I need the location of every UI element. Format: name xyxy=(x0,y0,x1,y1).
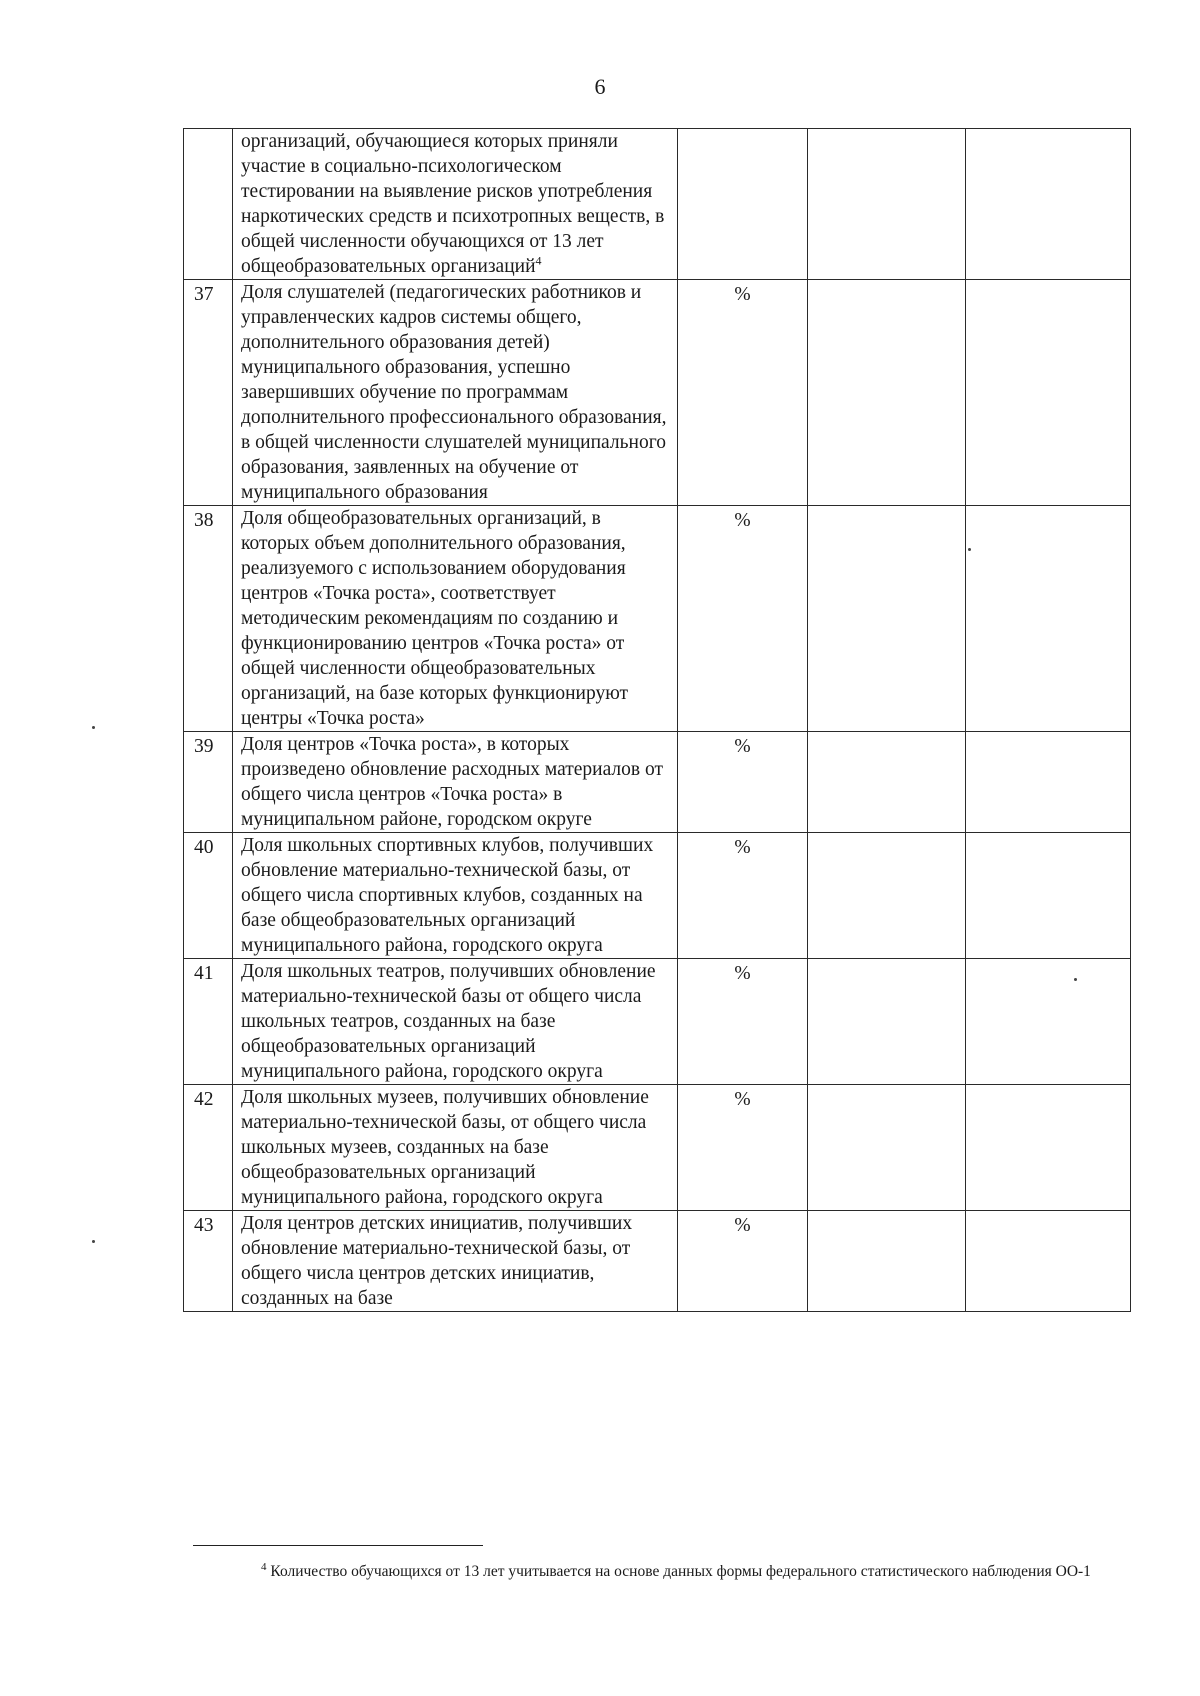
table-row xyxy=(184,280,1131,506)
value-cell xyxy=(808,129,966,280)
indicator-name xyxy=(233,959,678,1085)
row-number: 43 xyxy=(184,1211,233,1312)
scan-speck xyxy=(92,726,95,729)
table-row xyxy=(184,1085,1131,1211)
indicator-name-text: Доля слушателей (педагогических работников и управленческих кадров системы общего, дополнительного образования детей) муниципального образования, успешно завершивших обучение по программам дополнительного профессионального образования, в общей численности слушателей муниципального образования, заявленных на обучение от муниципального образования xyxy=(241,282,667,503)
table-row xyxy=(184,506,1131,732)
value-cell xyxy=(808,959,966,1085)
value-cell xyxy=(808,1211,966,1312)
table-row xyxy=(184,833,1131,959)
indicator-name xyxy=(233,1211,678,1312)
value-cell xyxy=(808,506,966,732)
value-cell xyxy=(808,280,966,506)
unit-cell: % xyxy=(678,959,808,1085)
value-cell xyxy=(966,959,1131,1085)
indicator-name xyxy=(233,833,678,959)
indicator-name-text: Доля центров «Точка роста», в которых произведено обновление расходных материалов от общего числа центров «Точка роста» в муниципальном районе, городском округе xyxy=(241,734,664,830)
row-number: 37 xyxy=(184,280,233,506)
unit-cell: % xyxy=(678,732,808,833)
footnote-marker: 4 xyxy=(261,1561,267,1573)
indicator-name-text: Доля центров детских инициатив, получивших обновление материально-технической базы, от общего числа центров детских инициатив, созданных на базе xyxy=(241,1213,633,1309)
row-number xyxy=(184,129,233,280)
footnote-text: Количество обучающихся от 13 лет учитывается на основе данных формы федерального статистического наблюдения ОО-1 xyxy=(270,1563,1091,1581)
value-cell xyxy=(966,280,1131,506)
table-row xyxy=(184,1211,1131,1312)
table-row xyxy=(184,129,1131,280)
indicator-name-text: Доля школьных музеев, получивших обновление материально-технической базы, от общего числа школьных музеев, созданных на базе общеобразовательных организаций муниципального района, городского округа xyxy=(241,1087,649,1208)
unit-cell: % xyxy=(678,833,808,959)
footnote-divider xyxy=(193,1545,483,1546)
indicator-name xyxy=(233,732,678,833)
footnote-reference: 4 xyxy=(535,253,542,268)
value-cell xyxy=(808,1085,966,1211)
indicator-name xyxy=(233,506,678,732)
unit-cell xyxy=(678,129,808,280)
row-number: 40 xyxy=(184,833,233,959)
value-cell xyxy=(966,732,1131,833)
value-cell xyxy=(966,833,1131,959)
value-cell xyxy=(808,732,966,833)
scan-speck xyxy=(1074,978,1077,981)
row-number: 42 xyxy=(184,1085,233,1211)
value-cell xyxy=(966,1211,1131,1312)
page-number: 6 xyxy=(594,74,606,99)
footnote xyxy=(193,1556,1138,1583)
value-cell xyxy=(966,1085,1131,1211)
indicator-name xyxy=(233,280,678,506)
row-number: 41 xyxy=(184,959,233,1085)
unit-cell: % xyxy=(678,1211,808,1312)
indicators-table xyxy=(183,128,1131,1312)
indicator-name-text: организаций, обучающиеся которых приняли участие в социально-психологическом тестировании на выявление рисков употребления наркотических средств и психотропных веществ, в общей численности обучающихся от 13 лет общеобразовательных организаций xyxy=(241,131,665,277)
table-row xyxy=(184,732,1131,833)
value-cell xyxy=(808,833,966,959)
scan-speck xyxy=(92,1240,95,1243)
unit-cell: % xyxy=(678,1085,808,1211)
indicator-name xyxy=(233,1085,678,1211)
scan-speck xyxy=(968,548,971,551)
indicator-name-text: Доля школьных спортивных клубов, получивших обновление материально-технической базы, от общего числа спортивных клубов, созданных на базе общеобразовательных организаций муниципального района, городского округа xyxy=(241,835,654,956)
indicator-name xyxy=(233,129,678,280)
indicator-name-text: Доля общеобразовательных организаций, в которых объем дополнительного образования, реализуемого с использованием оборудования центров «Точка роста», соответствует методическим рекомендациям по созданию и функционированию центров «Точка роста» от общей численности общеобразовательных организаций, на базе которых функционируют центры «Точка роста» xyxy=(241,508,629,729)
row-number: 39 xyxy=(184,732,233,833)
value-cell xyxy=(966,129,1131,280)
indicator-name-text: Доля школьных театров, получивших обновление материально-технической базы от общего числа школьных театров, созданных на базе общеобразовательных организаций муниципального района, городского округа xyxy=(241,961,656,1082)
row-number: 38 xyxy=(184,506,233,732)
unit-cell: % xyxy=(678,280,808,506)
unit-cell: % xyxy=(678,506,808,732)
table-row xyxy=(184,959,1131,1085)
value-cell xyxy=(966,506,1131,732)
